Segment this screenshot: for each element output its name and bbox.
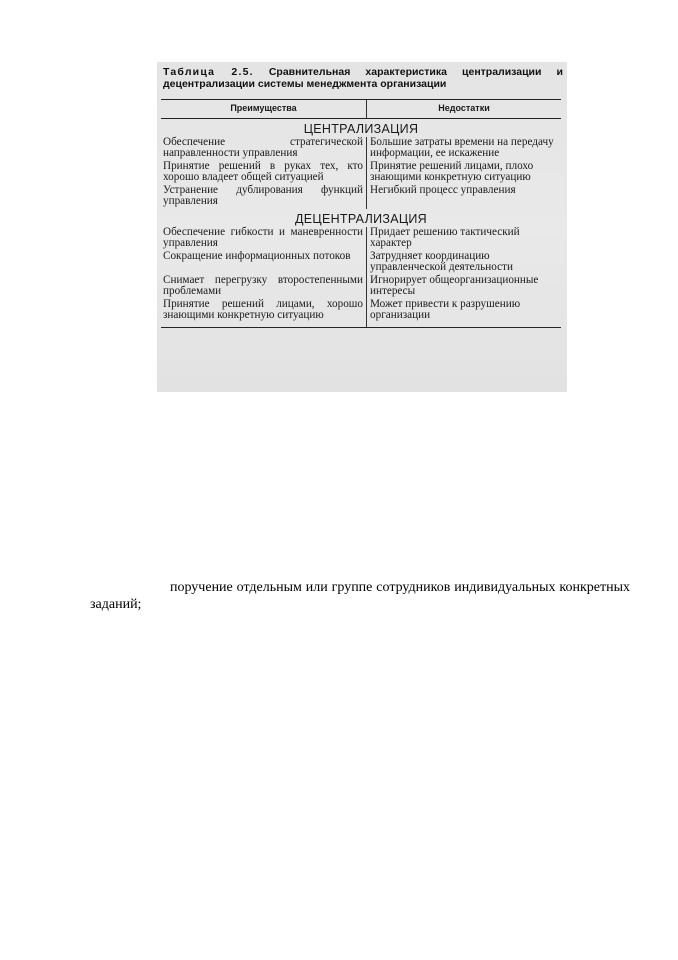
table-caption — [163, 66, 563, 90]
advantage-cell: Обеспечение стратегической направленности управления — [161, 137, 367, 161]
disadvantage-cell: Принятие решений лицами, плохо знающими конкретную ситуацию — [370, 160, 534, 183]
disadvantage-cell: Игнорирует общеорганизационные интересы — [370, 274, 539, 297]
disadvantage-cell: Негибкий процесс управления — [370, 184, 516, 196]
table-caption-text: Сравнительная характеристика централизации и децентрализации системы менеджмента организации — [163, 66, 563, 90]
table-scan-image — [157, 62, 567, 392]
table-caption-label: Таблица 2.5. — [163, 66, 254, 78]
comparison-table — [161, 99, 561, 328]
table-row — [161, 137, 561, 161]
table-row — [161, 161, 561, 185]
section-title-row — [161, 119, 561, 138]
section-title-centralization: ЦЕНТРАЛИЗАЦИЯ — [303, 122, 419, 136]
disadvantage-cell: Большие затраты времени на передачу информации, ее искажение — [370, 136, 554, 159]
table-header-row — [161, 100, 561, 119]
advantage-cell: Принятие решений в руках тех, кто хорошо владеет общей ситуацией — [161, 161, 367, 185]
body-paragraph: поручение отдельным или группе сотрудников индивидуальных конкретных заданий; — [90, 580, 630, 612]
section-title-decentralization: ДЕЦЕНТРАЛИЗАЦИЯ — [295, 212, 427, 226]
table-row — [161, 251, 561, 275]
table-row — [161, 275, 561, 299]
disadvantage-cell: Может привести к разрушению организации — [367, 299, 562, 328]
advantage-cell: Обеспечение гибкости и маневренности управления — [161, 227, 367, 251]
table-row — [161, 185, 561, 209]
advantage-cell: Принятие решений лицами, хорошо знающими конкретную ситуацию — [161, 299, 367, 328]
header-disadvantages: Недостатки — [367, 100, 562, 119]
advantage-cell: Снимает перегрузку второстепенными проблемами — [161, 275, 367, 299]
table-row — [161, 299, 561, 328]
section-title-row — [161, 209, 561, 227]
advantage-cell: Сокращение информационных потоков — [161, 251, 367, 275]
disadvantage-cell: Придает решению тактический характер — [370, 226, 520, 249]
table-row — [161, 227, 561, 251]
disadvantage-cell: Затрудняет координацию управленческой деятельности — [370, 250, 513, 273]
header-advantages: Преимущества — [161, 100, 367, 119]
advantage-cell: Устранение дублирования функций управления — [161, 185, 367, 209]
